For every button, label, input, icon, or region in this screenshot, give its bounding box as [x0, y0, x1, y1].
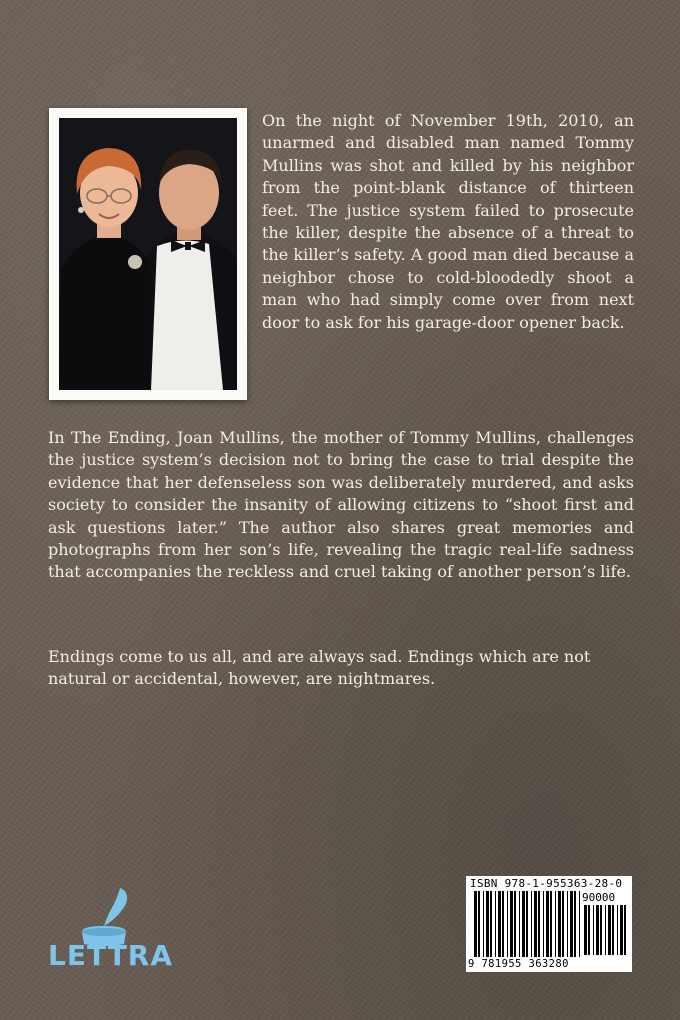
price-barcode-bars — [584, 905, 628, 955]
publisher-logo — [44, 886, 178, 976]
author-photo — [59, 118, 237, 390]
intro-paragraph: On the night of November 19th, 2010, an unarmed and disabled man named Tommy Mullins was shot and killed by his neighbor from the point-blank distance of thirteen feet. The justice system failed to prosecute the killer, despite the absence of a threat to the killer’s safety. A good man died because a neighbor chose to cold-bloodedly shoot a man who had simply come over from next door to ask for his garage-door opener back. — [262, 111, 634, 332]
barcode-digits: 9 781955 363280 — [468, 958, 569, 970]
summary-paragraph: In The Ending, Joan Mullins, the mother of Tommy Mullins, challenges the justice system’s decision not to bring the case to trial despite the evidence that her defenseless son was deliberately murdered, and asks society to consider the insanity of allowing citizens to “shoot first and ask questions later.” The author also shares great memories and photographs from her son’s life, revealing the tragic real-life sadness that accompanies the reckless and cruel taking of another person’s life. — [48, 428, 634, 582]
price-code: 90000 — [582, 891, 616, 904]
author-photo-frame — [49, 108, 247, 400]
isbn-barcode — [466, 876, 632, 972]
publisher-name: LETTRA — [48, 939, 174, 972]
closing-paragraph: Endings come to us all, and are always sad. Endings which are not natural or accidental, however, are nightmares. — [48, 647, 591, 689]
isbn-label: ISBN 978-1-955363-28-0 — [470, 877, 623, 890]
barcode-bars — [474, 891, 582, 957]
